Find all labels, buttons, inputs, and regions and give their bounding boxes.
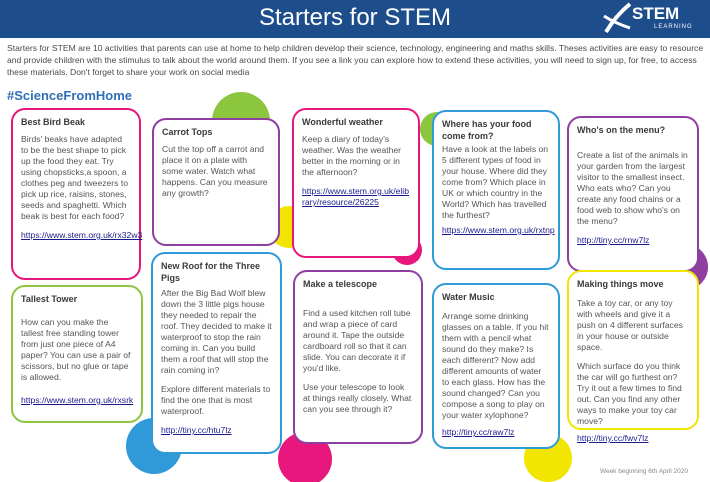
card-body: Keep a diary of today's weather. Was the weather better in the morning or in the afternoon?	[302, 134, 402, 177]
card-link[interactable]: https://www.stem.org.uk/rxsrk	[21, 395, 134, 405]
card-body: Arrange some drinking glasses on a table. If you hit them with a pencil what sound do they make? Is each different? Now add different amounts of water to each glass. How has the sound changed? Can you compose a song to play on your water xylophone?	[442, 311, 549, 420]
card-title: Making things move	[577, 279, 664, 289]
card-link[interactable]: http://tiny.cc/htu7lz	[161, 425, 232, 435]
card-tallest-tower	[11, 285, 143, 423]
card-body: After the Big Bad Wolf blew down the 3 little pigs house they needed to repair the roof. They decided to make it waterproof to stop the rain coming in. Can you build them a roof that will stop the rain coming in?	[161, 288, 272, 375]
card-wonderful-weather	[292, 108, 420, 258]
logo-text: STEM	[632, 4, 680, 23]
card-title: Tallest Tower	[21, 294, 78, 304]
card-body-extra: Use your telescope to look at things really closely. What can you see through it?	[303, 382, 412, 414]
stem-swoosh-icon	[602, 2, 632, 36]
card-title: Water Music	[442, 292, 495, 302]
card-body-extra: Explore different materials to find the one that is most waterproof.	[161, 384, 271, 416]
card-title: Make a telescope	[303, 279, 378, 289]
card-link[interactable]: https://www.stem.org.uk/elibrary/resource/26225	[302, 186, 409, 207]
card-title: Carrot Tops	[162, 127, 213, 137]
card-link[interactable]: https://www.stem.org.uk/rxtnp	[442, 225, 555, 235]
card-body-wrap	[577, 298, 689, 427]
card-make-telescope	[293, 270, 423, 444]
card-body: Cut the top off a carrot and place it on a plate with some water. Watch what happens. Can you measure any growth?	[162, 144, 268, 198]
card-title: Wonderful weather	[302, 117, 383, 127]
card-whos-on-menu	[567, 116, 699, 272]
hashtag: #ScienceFromHome	[7, 88, 132, 103]
stem-logo	[602, 2, 702, 36]
card-title: Who's on the menu?	[577, 125, 666, 135]
header-bar	[0, 0, 710, 38]
card-body: Find a used kitchen roll tube and wrap a piece of card around it. Tape the outside cardboard roll so that it can slide. You can decorate it if you'd like.	[303, 308, 411, 373]
card-making-things-move	[567, 270, 699, 443]
card-water-music	[432, 283, 560, 449]
card-body: Take a toy car, or any toy with wheels and give it a push on 4 different surfaces in your house or outside space.	[577, 298, 683, 352]
logo-subtext: LEARNING	[654, 24, 693, 30]
card-title: Best Bird Beak	[21, 117, 86, 127]
card-body: How can you make the tallest free standing tower from just one piece of A4 paper? You can use a pair of scissors, but no glue or tape is allowed.	[21, 317, 131, 382]
footer-date: Week beginning 6th April 2020	[599, 468, 688, 475]
page-title: Starters for STEM	[258, 4, 452, 31]
card-body: Birds' beaks have adapted to be the best shape to pick up the food they eat. Try using chopsticks,a spoon, a clothes peg and tweezers to pick up rice, raisins, stones, seeds and spaghetti. Which beak is best for each food?	[21, 134, 129, 221]
card-link[interactable]: http://tiny.cc/fwv7lz	[577, 433, 649, 443]
card-body: Create a list of the animals in your garden from the largest visitor to the smallest insect. Who eats who? Can you create any food chains or a food web to show who's on the menu?	[577, 150, 688, 226]
card-body-wrap	[303, 308, 413, 415]
card-body: Have a look at the labels on 5 different types of food in your house. Where did they come from? Which place in UK or which country in the World? Which has travelled the furthest?	[442, 144, 549, 220]
card-body-extra: Which surface do you think the car will go furthest on? Try it out a few times to find out. Can you find any other ways to make your toy car move?	[577, 361, 682, 426]
card-link[interactable]: https://www.stem.org.uk/rx32w3	[21, 230, 143, 240]
card-new-roof	[151, 252, 282, 454]
card-link[interactable]: http://tiny.cc/raw7lz	[442, 427, 515, 437]
card-link[interactable]: http://tiny.cc/rnw7lz	[577, 235, 650, 245]
card-body-wrap	[161, 288, 272, 417]
card-where-food-from	[432, 110, 560, 270]
intro-text: Starters for STEM are 10 activities that parents can use at home to help children develop their science, technology, engineering and maths skills. Theses activities are easy to resource and provide children with the stimulus to talk about the world around them. If you see a link you can explore how to extend these activities, you will need to sign up, for free, to access these materials. Don't forget to share your work on social media	[7, 43, 704, 77]
card-title: New Roof for the Three Pigs	[161, 261, 261, 283]
card-carrot-tops	[152, 118, 280, 246]
card-best-bird-beak	[11, 108, 141, 280]
card-title: Where has your food come from?	[442, 119, 532, 141]
